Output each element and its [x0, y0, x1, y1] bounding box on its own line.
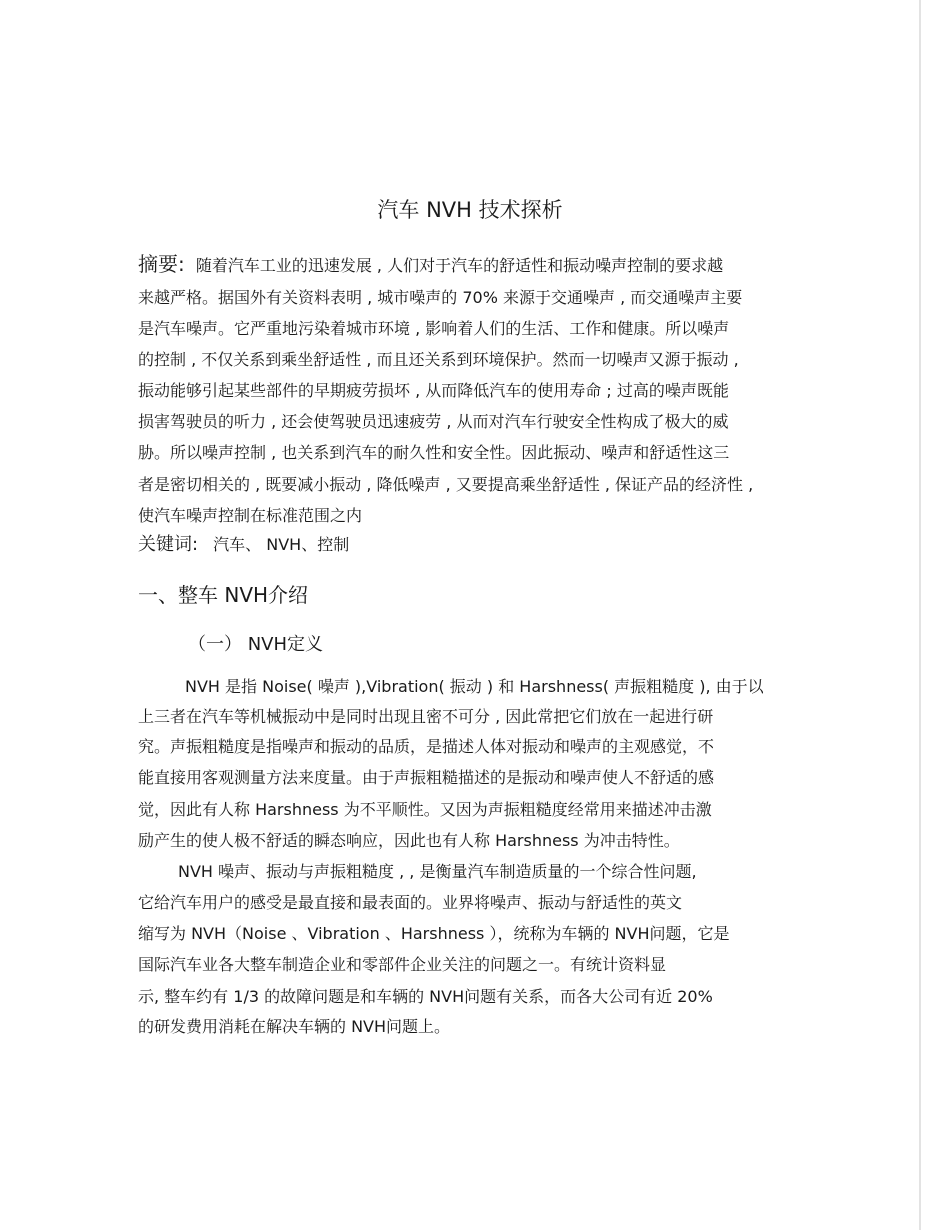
body-line: 国际汽车业各大整车制造企业和零部件企业关注的问题之一。有统计资料显: [138, 955, 667, 974]
body-line: 缩写为 NVH（Noise 、Vibration 、Harshness ），统称为车辆的 NVH问题，它是: [138, 924, 730, 943]
body-line: 究。声振粗糙度是指噪声和振动的品质，是描述人体对振动和噪声的主观感觉，不: [138, 737, 715, 756]
body-line: 励产生的使人极不舒适的瞬态响应，因此也有人称 Harshness 为冲击特性。: [138, 831, 680, 850]
body-line: 觉，因此有人称 Harshness 为不平顺性。又因为声振粗糙度经常用来描述冲击激: [138, 800, 712, 819]
abstract-line: 者是密切相关的 , 既要减小振动 , 降低噪声 , 又要提高乘坐舒适性 , 保证产品的经济性 ,: [138, 475, 754, 494]
abstract-first-line: [138, 254, 723, 276]
body-line: 它给汽车用户的感受是最直接和最表面的。业界将噪声、振动与舒适性的英文: [138, 893, 683, 912]
abstract-line: 来越严格。据国外有关资料表明 , 城市噪声的 70% 来源于交通噪声 , 而交通噪声主要: [138, 288, 743, 307]
keywords-value: 汽车、 NVH、控制: [213, 535, 350, 554]
abstract-line: 的控制 , 不仅关系到乘坐舒适性 , 而且还关系到环境保护。然而一切噪声又源于振动 ,: [138, 350, 739, 369]
abstract-text: 随着汽车工业的迅速发展 , 人们对于汽车的舒适性和振动噪声控制的要求越: [195, 256, 724, 275]
body-line: 示, 整车约有 1/3 的故障问题是和车辆的 NVH问题有关系，而各大公司有近 20%: [138, 987, 713, 1006]
section-heading: 一、整车 NVH介绍: [138, 583, 309, 607]
abstract-line: 损害驾驶员的听力 , 还会使驾驶员迅速疲劳 , 从而对汽车行驶安全性构成了极大的威: [138, 412, 729, 431]
body-line: NVH 是指 Noise( 噪声 ),Vibration( 振动 ) 和 Harshness( 声振粗糙度 ), 由于以: [185, 677, 764, 696]
subsection-heading: （一） NVH定义: [188, 634, 324, 655]
body-line: 上三者在汽车等机械振动中是同时出现且密不可分 , 因此常把它们放在一起进行研: [138, 707, 714, 726]
document-title: 汽车 NVH 技术探析: [377, 198, 563, 222]
body-line: 能直接用客观测量方法来度量。由于声振粗糙描述的是振动和噪声使人不舒适的感: [138, 768, 715, 787]
abstract-line: 使汽车噪声控制在标准范围之内: [138, 506, 363, 525]
abstract-label: 摘要:: [138, 252, 185, 276]
keywords-line: [138, 535, 349, 555]
body-line: 的研发费用消耗在解决车辆的 NVH问题上。: [138, 1017, 451, 1036]
abstract-line: 是汽车噪声。它严重地污染着城市环境 , 影响着人们的生活、工作和健康。所以噪声: [138, 319, 730, 338]
abstract-line: 振动能够引起某些部件的早期疲劳损坏 , 从而降低汽车的使用寿命 ; 过高的噪声既能: [138, 381, 729, 400]
body-line: NVH 噪声、振动与声振粗糙度 , , 是衡量汽车制造质量的一个综合性问题,: [178, 862, 697, 881]
abstract-line: 胁。所以噪声控制 , 也关系到汽车的耐久性和安全性。因此振动、噪声和舒适性这三: [138, 443, 730, 462]
page-edge-divider: [919, 0, 921, 1230]
keywords-label: 关键词:: [138, 534, 199, 555]
